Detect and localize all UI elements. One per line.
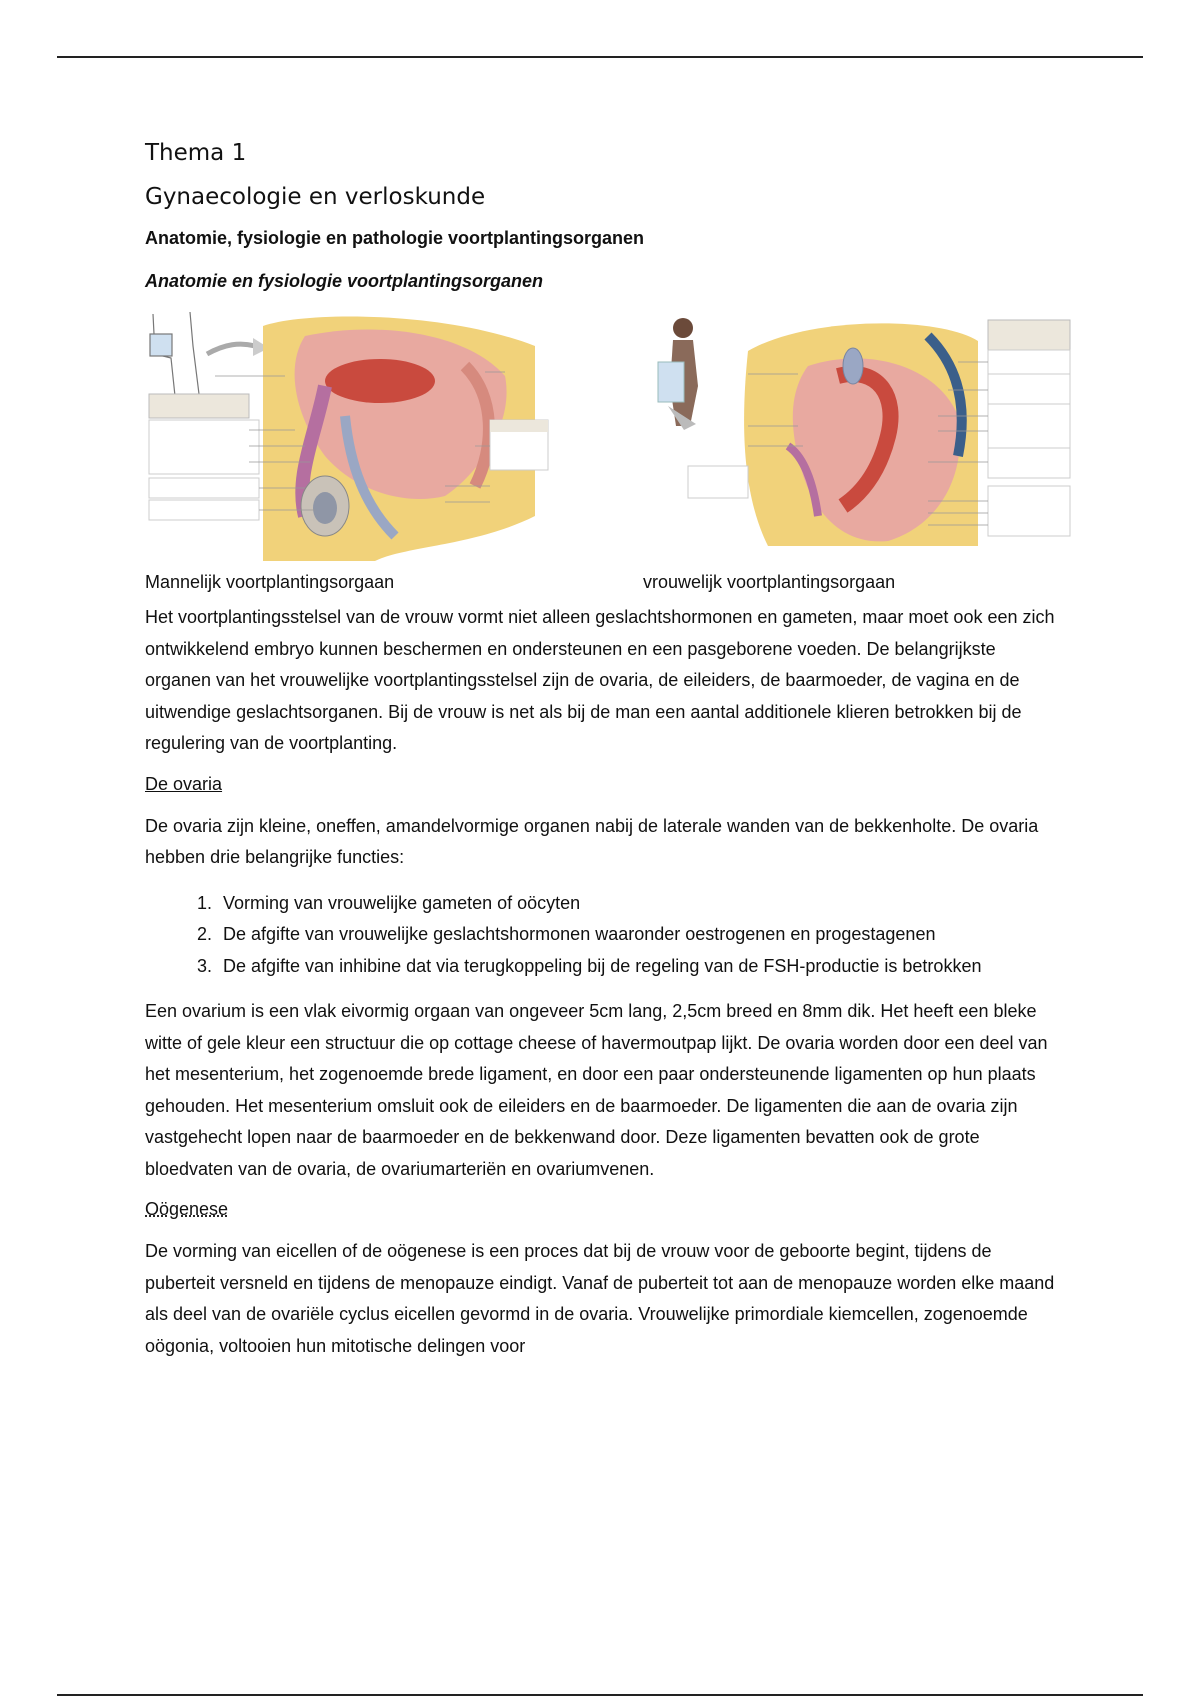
ovaria-functions-list [145, 888, 1065, 983]
figure-captions [145, 568, 1065, 602]
header-rule [57, 56, 1143, 58]
list-item: 3. De afgifte van inhibine dat via terugkoppeling bij de regeling van de FSH-productie is betrokken [217, 951, 1065, 983]
oogenese-paragraph: De vorming van eicellen of de oögenese is een proces dat bij de vrouw voor de geboorte begint, tijdens de puberteit versneld en tijdens de menopauze eindigt. Vanaf de puberteit tot aan de menopauze worden elke maand als deel van de ovariële cyclus eicellen gevormd in de ovaria. Vrouwelijke primordiale kiemcellen, zogenoemde oögonia, voltooien hun mitotische delingen voor [145, 1241, 1055, 1356]
ovarium-paragraph: Een ovarium is een vlak eivormig orgaan van ongeveer 5cm lang, 2,5cm breed en 8mm dik. Het heeft een bleke witte of gele kleur een structuur die op cottage cheese of havermoutpap lijkt. De ovaria worden door een deel van het mesenterium, het zogenoemde brede ligament, en door een paar ondersteunende ligamenten op hun plaats gehouden. Het mesenterium omsluit ook de eileiders en de baarmoeder. De ligamenten die aan de ovaria zijn vastgehecht lopen naar de baarmoeder en de bekkenwand door. Deze ligamenten bevatten ook de grote bloedvaten van de ovaria, de ovariumarteriën en ovariumvenen. [145, 1001, 1048, 1179]
female-figure-caption: vrouwelijk voortplantingsorgaan [643, 572, 896, 592]
ovaria-heading: De ovaria [145, 773, 223, 794]
male-figure-caption: Mannelijk voortplantingsorgaan [145, 572, 395, 592]
document-page [145, 140, 1065, 1376]
oogenese-heading: Oögenese [145, 1199, 229, 1219]
document-title: Thema 1 [145, 140, 247, 166]
subsection-heading: Anatomie en fysiologie voortplantingsorganen [145, 271, 544, 291]
list-item: 1. Vorming van vrouwelijke gameten of oöcyten [217, 888, 1065, 920]
footer-rule [57, 1694, 1143, 1696]
anatomy-figures [145, 306, 1105, 568]
ovaria-intro-paragraph: De ovaria zijn kleine, oneffen, amandelvormige organen nabij de laterale wanden van de bekkenholte. De ovaria hebben drie belangrijke functies: [145, 815, 1039, 867]
section-heading: Anatomie, fysiologie en pathologie voortplantingsorganen [145, 228, 645, 248]
male-reproductive-illustration [145, 306, 585, 568]
intro-paragraph: Het voortplantingsstelsel van de vrouw vormt niet alleen geslachtshormonen en gameten, maar moet ook een zich ontwikkelend embryo kunnen beschermen en ondersteunen en een pasgeborene voeden. De belangrijkste organen van het vrouwelijke voortplantingsstelsel zijn de ovaria, de eileiders, de baarmoeder, de vagina en de uitwendige geslachtsorganen. Bij de vrouw is net als bij de man een aantal additionele klieren betrokken bij de regulering van de voortplanting. [145, 607, 1055, 753]
list-item: 2. De afgifte van vrouwelijke geslachtshormonen waaronder oestrogenen en progestagenen [217, 919, 1065, 951]
female-reproductive-illustration [638, 306, 1100, 568]
document-subtitle: Gynaecologie en verloskunde [145, 184, 486, 210]
